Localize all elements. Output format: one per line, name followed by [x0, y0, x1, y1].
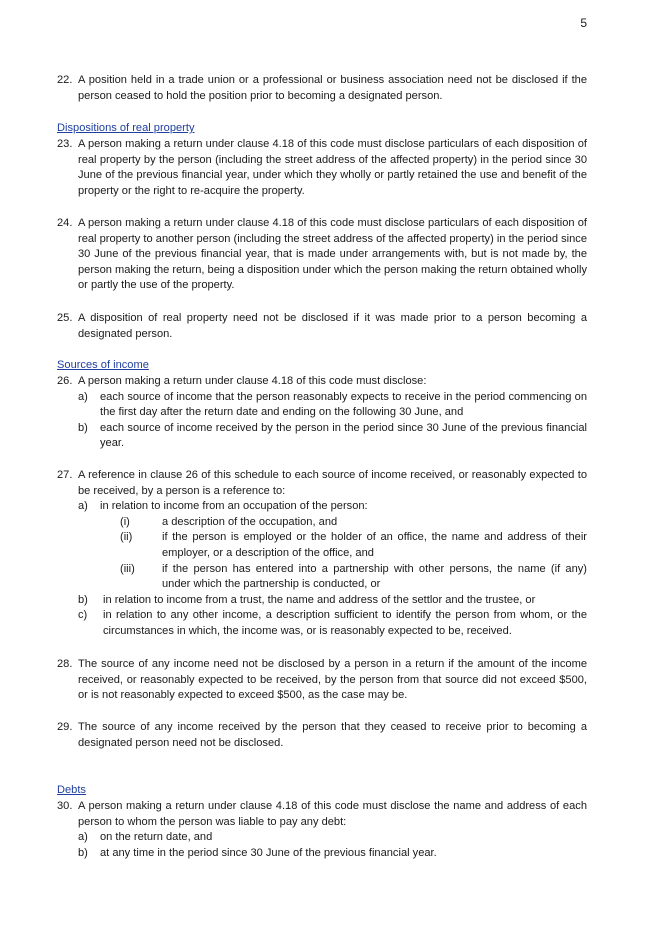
clause-22 — [57, 73, 587, 104]
heading-income: Sources of income — [57, 359, 149, 371]
subclause-label: (i) — [120, 515, 130, 528]
subclause-text: if the person has entered into a partnership with other persons, the name (if any) under which the partnership is conducted, or — [162, 562, 587, 591]
subclause-b — [78, 593, 587, 609]
subclause-a — [78, 499, 587, 515]
subclause-text: in relation to income from an occupation of the person: — [100, 500, 368, 513]
subclause-label: b) — [78, 593, 88, 606]
clause-text: A person making a return under clause 4.18 of this code must disclose particulars of each disposition of real property by the person (including the street address of the affected property) in the period since 30 June of the previous financial year, under which they wholly or partly retained the use and benefit of the property or the right to re-acquire the property. — [78, 138, 587, 197]
subclause-ii — [120, 530, 587, 561]
subclause-label: a) — [78, 390, 88, 403]
clause-text: The source of any income need not be disclosed by a person in a return if the amount of the income received, or reasonably expected to be received, by the person from that source did not exceed $500, or is not reasonably expected to exceed $500, as the case may be. — [78, 658, 587, 702]
subclause-i — [120, 515, 587, 531]
subclause-text: each source of income received by the person in the period since 30 June of the previous financial year. — [100, 421, 587, 450]
clause-text: A person making a return under clause 4.18 of this code must disclose the name and address of each person to whom the person was liable to pay any debt: — [78, 800, 587, 828]
clause-text: The source of any income received by the person that they ceased to receive prior to becoming a designated person need not be disclosed. — [78, 721, 587, 749]
clause-number: 25. — [57, 312, 73, 324]
clause-text: A position held in a trade union or a professional or business association need not be disclosed if the person ceased to hold the position prior to becoming a designated person. — [78, 74, 587, 102]
subclause-label: b) — [78, 421, 88, 434]
subclause-c — [78, 608, 587, 639]
clause-25 — [57, 311, 587, 342]
clause-23 — [57, 137, 587, 199]
subclause-label: a) — [78, 500, 88, 513]
clause-text: A person making a return under clause 4.18 of this code must disclose particulars of each disposition of real property to another person (including the street address of the affected property) in the period since 30 June of the previous financial year, that is made under arrangements with, but is not made by, the person making the return, being a disposition under which the person making the return obtained wholly or partly the use of the property. — [78, 217, 587, 292]
page-number: 5 — [580, 16, 587, 30]
clause-28 — [57, 657, 587, 704]
subclause-label: c) — [78, 609, 88, 622]
subclause-text: a description of the occupation, and — [162, 515, 338, 528]
clause-number: 22. — [57, 74, 73, 86]
subclause-text: in relation to income from a trust, the name and address of the settlor and the trustee, or — [103, 593, 536, 606]
subclause-a — [78, 830, 587, 846]
clause-27 — [57, 468, 587, 640]
subclause-text: on the return date, and — [100, 831, 213, 844]
subclause-label: (iii) — [120, 562, 135, 575]
heading-dispositions: Dispositions of real property — [57, 122, 195, 134]
subclause-text: at any time in the period since 30 June of the previous financial year. — [100, 846, 437, 859]
subclause-b — [78, 421, 587, 452]
clause-24 — [57, 216, 587, 294]
clause-text: A disposition of real property need not be disclosed if it was made prior to a person becoming a designated person. — [78, 312, 587, 340]
clause-26 — [57, 374, 587, 452]
subclause-text: if the person is employed or the holder of an office, the name and address of their employer, or a description of the office, and — [162, 531, 587, 559]
clause-number: 29. — [57, 721, 73, 733]
clause-text: A person making a return under clause 4.18 of this code must disclose: — [78, 375, 427, 387]
clause-number: 23. — [57, 138, 73, 150]
subclause-label: b) — [78, 846, 88, 859]
clause-30 — [57, 799, 587, 861]
heading-debts: Debts — [57, 784, 86, 796]
subclause-a — [78, 390, 587, 421]
clause-number: 30. — [57, 800, 73, 812]
clause-text: A reference in clause 26 of this schedule to each source of income received, or reasonably expected to be received, by a person is a reference to: — [78, 469, 587, 497]
subclause-b — [78, 846, 587, 862]
subclause-label: a) — [78, 831, 88, 844]
clause-29 — [57, 720, 587, 751]
clause-number: 27. — [57, 469, 73, 481]
subclause-text: each source of income that the person reasonably expects to receive in the period commencing on the first day after the return date and ending on the following 30 June, and — [100, 390, 587, 419]
subclause-label: (ii) — [120, 531, 133, 544]
clause-number: 24. — [57, 217, 73, 229]
clause-number: 26. — [57, 375, 73, 387]
subclause-iii — [120, 562, 587, 593]
clause-number: 28. — [57, 658, 73, 670]
subclause-text: in relation to any other income, a description sufficient to identify the person from whom, or the circumstances in which, the income was, or is reasonably expected to be, received. — [103, 609, 587, 637]
